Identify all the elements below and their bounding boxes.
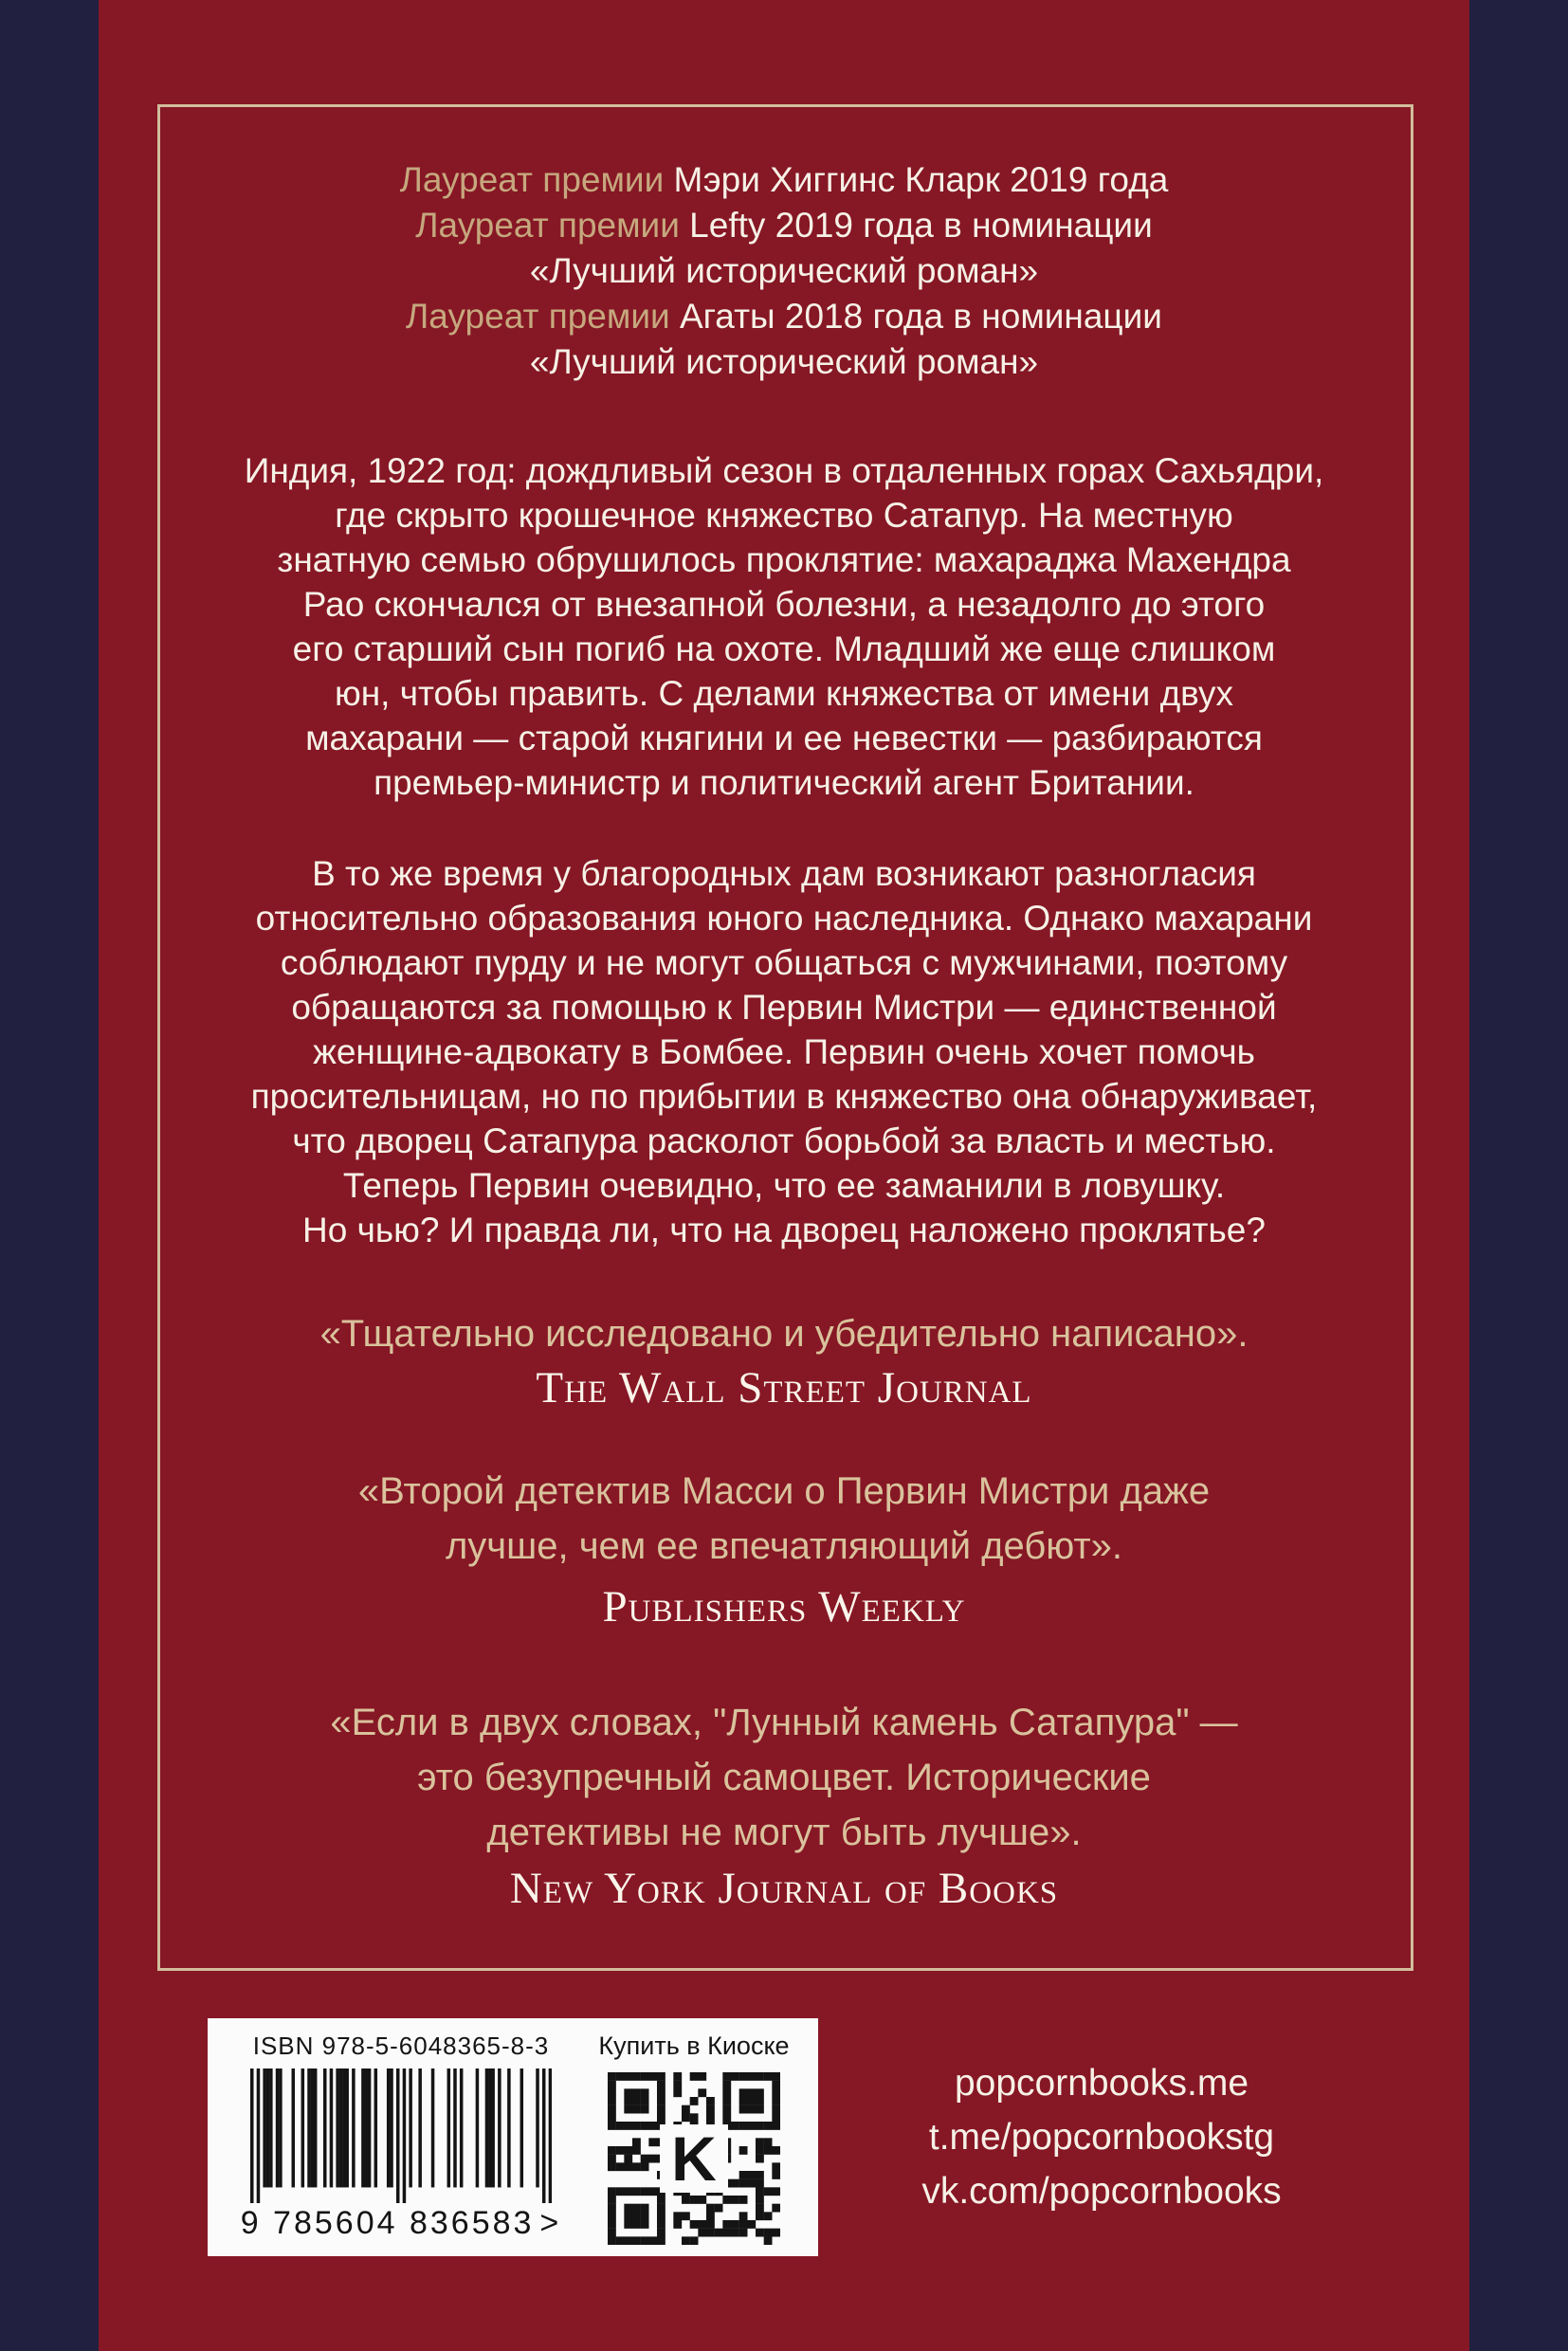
- publisher-links: popcornbooks.me t.me/popcornbookstg vk.com/popcornbooks: [921, 2063, 1282, 2212]
- quote-nyjb: «Если в двух словах, "Лунный камень Сатапура" — это безупречный самоцвет. Исторические детективы не могут быть лучше».: [330, 1702, 1238, 1853]
- award-label: Лауреат премии: [406, 297, 680, 336]
- award-text: Мэри Хиггинс Кларк 2019 года: [673, 160, 1169, 199]
- kiosk-label: Купить в Киоске: [598, 2032, 790, 2060]
- award-line: [165, 339, 1403, 385]
- award-line: [165, 203, 1403, 248]
- ean13-barcode: [250, 2069, 552, 2203]
- quote-publishers-weekly: «Второй детектив Масси о Первин Мистри даже лучше, чем ее впечатляющий дебют».: [357, 1470, 1211, 1567]
- isbn-label: ISBN 978-5-6048365-8-3: [252, 2032, 550, 2060]
- kiosk-k-logo: [660, 2124, 728, 2193]
- award-text: Агаты 2018 года в номинации: [679, 297, 1162, 336]
- award-label: Лауреат премии: [415, 206, 690, 245]
- award-text: «Лучший исторический роман»: [529, 251, 1039, 290]
- barcode-arrow: >: [539, 2205, 562, 2241]
- barcode-column: [208, 2018, 594, 2256]
- kiosk-k-letter: K: [671, 2123, 717, 2194]
- award-label: Лауреат премии: [399, 160, 674, 199]
- synopsis-paragraph-2: В то же время у благородных дам возникают разногласия относительно образования юного наследника. Однако махарани соблюдают пурду и не могут общаться с мужчинами, поэтому обращаются за помощью к Первин Мистри — единственной женщине-адвокату в Бомбее. Первин очень хочет помочь просительницам, но по прибытии в княжество она обнаруживает, что дворец Сатапура расколот борьбой за власть и местью. Теперь Первин очевидно, что ее заманили в ловушку. Но чью? И правда ли, что на дворец наложено проклятье?: [250, 854, 1318, 1249]
- awards-block: [165, 157, 1403, 385]
- award-text: Lefty 2019 года в номинации: [689, 206, 1153, 245]
- cover-panel: [99, 0, 1469, 2351]
- quote-source-wsj: The Wall Street Journal: [536, 1363, 1032, 1412]
- award-line: [165, 157, 1403, 203]
- quote-wsj: «Тщательно исследовано и убедительно написано».: [319, 1313, 1249, 1355]
- award-line: [165, 248, 1403, 294]
- barcode-digits: 9 785604 836583: [240, 2205, 535, 2241]
- award-line: [165, 294, 1403, 339]
- barcode-number: [241, 2205, 562, 2242]
- award-text: «Лучший исторический роман»: [529, 342, 1039, 381]
- synopsis-paragraph-1: Индия, 1922 год: дождливый сезон в отдаленных горах Сахьядри, где скрыто крошечное княжество Сатапур. На местную знатную семью обрушилось проклятие: махараджа Махендра Рао скончался от внезапной болезни, а незадолго до этого его старший сын погиб на охоте. Младший же еще слишком юн, чтобы править. С делами княжества от имени двух махарани — старой княгини и ее невестки — разбираются премьер-министр и политический агент Британии.: [244, 451, 1324, 802]
- quote-source-publishers-weekly: Publishers Weekly: [602, 1582, 966, 1631]
- quote-source-nyjb: New York Journal of Books: [509, 1864, 1059, 1913]
